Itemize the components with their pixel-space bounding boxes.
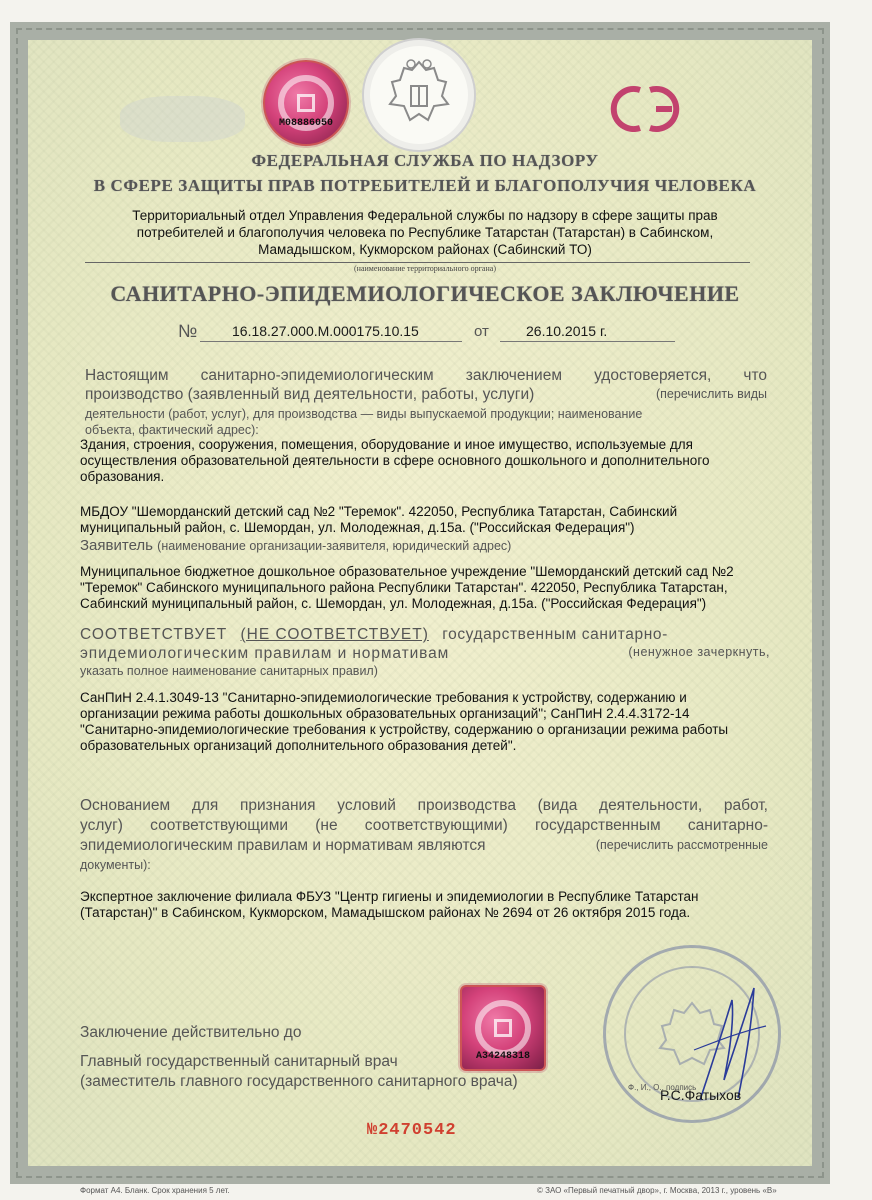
- se-logo-icon: [606, 80, 684, 138]
- rules-line-4: образовательных организаций дополнительного образования детей".: [80, 738, 517, 753]
- compliance-word: СООТВЕТСТВУЕТ: [80, 626, 228, 643]
- compliance-hint: (ненужное зачеркнуть,: [628, 645, 770, 659]
- territorial-org-line-2: потребителей и благополучия человека по Республике Татарстан (Татарстан) в Сабинском,: [136, 225, 714, 240]
- applicant-label: Заявитель: [80, 537, 153, 554]
- object-line-2: осуществления образовательной деятельности в сфере основного дошкольного и дополнительного: [80, 453, 710, 468]
- basis-line-1: Основанием для признания условий производства (вида деятельности, работ,: [80, 797, 768, 814]
- compliance-line-2: [80, 645, 770, 663]
- basis-line-3b: (перечислить рассмотренные: [595, 838, 768, 852]
- non-compliance-word: (НЕ СООТВЕТСТВУЕТ): [240, 626, 429, 643]
- basis-document-line-1: Экспертное заключение филиала ФБУЗ "Центр гигиены и эпидемиологии в Республике Татарстан: [80, 889, 699, 904]
- territorial-org-line-1: Территориальный отдел Управления Федеральной службы по надзору в сфере защиты прав: [132, 208, 718, 223]
- hologram-seal-top: [263, 60, 349, 146]
- applicant-hint: (наименование организации-заявителя, юридический адрес): [157, 539, 512, 553]
- org-underline: [85, 262, 750, 263]
- basis-line-4-text: документы):: [80, 858, 151, 872]
- certificate-date: 26.10.2015 г.: [526, 323, 608, 339]
- coat-of-arms-emblem: [362, 38, 476, 152]
- rules-line-1: СанПиН 2.4.1.3049-13 "Санитарно-эпидемиологические требования к устройству, содержанию и: [80, 690, 687, 705]
- hologram-bottom-number: А34248318: [475, 1051, 530, 1062]
- applicant-line-2: "Теремок" Сабинского муниципального района Республики Татарстан". 422050, Республика Татарстан,: [80, 580, 728, 595]
- compliance-hint-2: указать полное наименование санитарных правил): [80, 664, 378, 678]
- certificate-number: 16.18.27.000.М.000175.10.15: [232, 323, 419, 339]
- number-prefix: №: [178, 321, 198, 341]
- object-line-3: образования.: [80, 469, 165, 484]
- watermark-emblem: [120, 96, 245, 142]
- agency-line-1: ФЕДЕРАЛЬНАЯ СЛУЖБА ПО НАДЗОРУ: [251, 151, 599, 170]
- hologram-seal-bottom: [460, 985, 546, 1071]
- basis-document-line-2: (Татарстан)" в Сабинском, Кукморском, Мамадышском районах № 2694 от 26 октября 2015 года.: [80, 905, 691, 920]
- date-underline: [500, 341, 675, 342]
- basis-line-3a: эпидемиологическим правилам и нормативам являются: [80, 837, 486, 854]
- intro-line-2a: производство (заявленный вид деятельности, работы, услуги): [85, 386, 535, 403]
- agency-line-2: В СФЕРЕ ЗАЩИТЫ ПРАВ ПОТРЕБИТЕЛЕЙ И БЛАГОПОЛУЧИЯ ЧЕЛОВЕКА: [93, 176, 757, 195]
- object-address-line-1: МБДОУ "Шеморданский детский сад №2 "Теремок". 422050, Республика Татарстан, Сабинский: [80, 504, 678, 519]
- intro-line-2b: (перечислить виды: [655, 387, 767, 401]
- object-address-line-2: муниципальный район, с. Шемордан, ул. Молодежная, д.15а. ("Российская Федерация"): [80, 520, 635, 535]
- intro-line-2: [85, 386, 767, 403]
- valid-until-label: Заключение действительно до: [80, 1024, 302, 1041]
- hologram-square-bottom: [494, 1019, 512, 1037]
- basis-line-4: [80, 856, 151, 874]
- fio-hint: Ф., И., О., подпись: [628, 1083, 697, 1092]
- applicant-line-3: Сабинский муниципальный район, с. Шемордан, ул. Молодежная, д.15а. ("Российская Федерация"): [80, 596, 707, 611]
- deputy-doctor-label: (заместитель главного государственного санитарного врача): [80, 1073, 518, 1090]
- hologram-top-number: M08886050: [278, 118, 333, 129]
- compliance-rules-text: эпидемиологическим правилам и нормативам: [80, 645, 450, 662]
- compliance-line-1: [80, 626, 770, 644]
- intro-line-1: Настоящим санитарно-эпидемиологическим заключением удостоверяется, что: [85, 367, 767, 384]
- document-title: САНИТАРНО-ЭПИДЕМИОЛОГИЧЕСКОЕ ЗАКЛЮЧЕНИЕ: [110, 281, 740, 306]
- intro-line-3-text: деятельности (работ, услуг), для производства — виды выпускаемой продукции; наименование: [85, 407, 643, 421]
- date-prefix: от: [474, 323, 489, 340]
- form-serial-number: №2470542: [367, 1121, 457, 1140]
- applicant-row: [80, 537, 511, 554]
- object-line-1: Здания, строения, сооружения, помещения, оборудование и иное имущество, используемые для: [80, 437, 693, 452]
- printer-note: © ЗАО «Первый печатный двор», г. Москва, 2013 г., уровень «В»: [537, 1186, 777, 1195]
- rules-line-2: организации режима работы дошкольных образовательных организаций"; СанПиН 2.4.4.3172-14: [80, 706, 690, 721]
- basis-line-2: услуг) соответствующими (не соответствующими) государственным санитарно-: [80, 817, 768, 834]
- eagle-icon: [364, 40, 474, 150]
- compliance-rest: государственным санитарно-: [442, 626, 668, 643]
- applicant-line-1: Муниципальное бюджетное дошкольное образовательное учреждение "Шеморданский детский сад №2: [80, 564, 734, 579]
- chief-doctor-label: Главный государственный санитарный врач: [80, 1053, 398, 1070]
- territorial-org-line-3: Мамадышском, Кукморском районах (Сабинский ТО): [258, 242, 592, 257]
- basis-line-3: [80, 837, 768, 854]
- rules-line-3: "Санитарно-эпидемиологические требования к устройству, содержанию о организации режима работы: [80, 722, 729, 737]
- org-caption: (наименование территориального органа): [354, 264, 496, 273]
- intro-line-4-text: объекта, фактический адрес):: [85, 423, 259, 437]
- format-note: Формат А4. Бланк. Срок хранения 5 лет.: [80, 1186, 230, 1195]
- signer-name: Р.С.Фатыхов: [660, 1087, 742, 1103]
- hologram-square: [297, 94, 315, 112]
- number-underline: [200, 341, 462, 342]
